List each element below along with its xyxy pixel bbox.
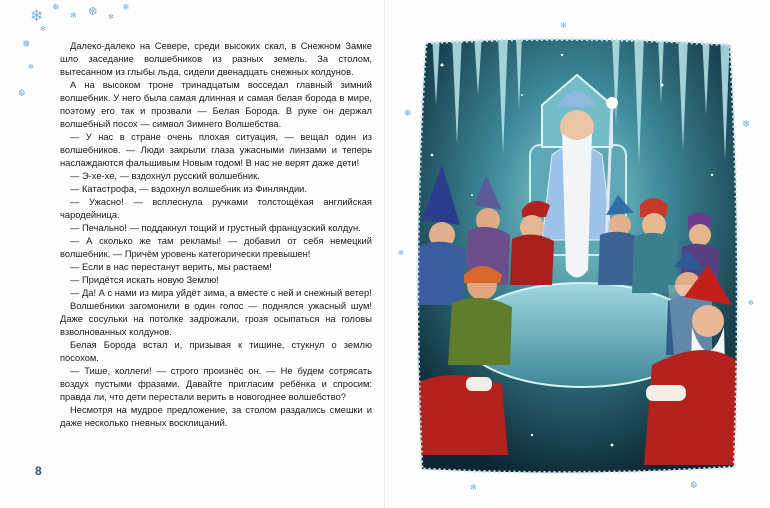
snowflake-icon: ✻ bbox=[108, 13, 114, 21]
snowflake-icon: ❆ bbox=[18, 89, 26, 99]
story-text bbox=[60, 40, 372, 430]
snowflake-icon: ❅ bbox=[52, 3, 60, 13]
illustration-wizards-council bbox=[412, 35, 742, 475]
snowflake-icon: ❄ bbox=[122, 3, 130, 13]
snowflake-icon: ✻ bbox=[560, 21, 567, 30]
paragraph: Несмотря на мудрое предложение, за столом раздались смешки и даже несколько гневных восклицаний. bbox=[60, 405, 372, 428]
dialogue-line: — Печально! — поддакнул тощий и грустный французский колдун. bbox=[70, 223, 361, 233]
illustration-art bbox=[412, 35, 742, 475]
dialogue-line: — Если в нас перестанут верить, мы растаем! bbox=[70, 262, 272, 272]
snowflake-icon: ❅ bbox=[22, 39, 31, 50]
paragraph: Белая Борода встал и, призывая к тишине, стукнул о землю посохом. bbox=[60, 340, 372, 363]
dialogue-line: — А сколько же там рекламы! — добавил от себя немецкий волшебник. — Причём уровень категорически превышен! bbox=[60, 236, 372, 259]
paragraph: А на высоком троне тринадцатым восседал главный зимний волшебник. У него была самая длинная и самая белая борода в мире, поэтому его так и прозвали — Белая Борода. В руке он держал волшебный посох — символ Зимнего Волшебства. bbox=[60, 80, 372, 129]
snowflake-icon: ✻ bbox=[470, 483, 477, 492]
page-number: 8 bbox=[35, 464, 42, 478]
dialogue-line: — Да! А с нами из мира уйдёт зима, а вместе с ней и снежный ветер! bbox=[70, 288, 372, 298]
dialogue-line: — Э-хе-хе, — вздохнул русский волшебник. bbox=[70, 171, 260, 181]
dialogue-line: — Придётся искать новую Землю! bbox=[70, 275, 219, 285]
snowflake-icon: ❅ bbox=[404, 109, 412, 119]
snowflake-icon: ✻ bbox=[70, 11, 77, 20]
snowflake-icon: ❆ bbox=[690, 481, 698, 491]
snowflake-icon: ✻ bbox=[748, 299, 754, 307]
snowflake-icon: ✻ bbox=[398, 249, 404, 257]
book-gutter bbox=[384, 0, 386, 508]
snowflake-icon: ❄ bbox=[742, 119, 751, 130]
dialogue-line: — У нас в стране очень плохая ситуация, — вещал один из волшебников. — Люди закрыли глаза ужасными линзами и теперь наслаждаются фальшивым Новым годом! В нас не верят даже дети! bbox=[60, 132, 372, 168]
dialogue-line: — Тише, коллеги! — строго произнёс он. — Не будем сотрясать воздух пустыми фразами. Давайте пригласим ребёнка и спросим: правда ли, что дети перестали верить в новогоднее волшебство? bbox=[60, 366, 372, 402]
snowflake-icon: ✻ bbox=[28, 63, 34, 71]
snowflake-icon: ❄ bbox=[30, 6, 44, 25]
paragraph: Далеко-далеко на Севере, среди высоких скал, в Снежном Замке шло заседание волшебников из разных земель. За столом, вытесанном из глыбы льда, сидели двенадцать снежных колдунов. bbox=[60, 41, 372, 77]
paragraph: Волшебники загомонили в один голос — поднялся ужасный шум! Даже сосульки на потолке задрожали, грозя осыпаться на головы взволнованных колдунов. bbox=[60, 301, 372, 337]
dialogue-line: — Катастрофа, — вздохнул волшебник из Финляндии. bbox=[70, 184, 307, 194]
dialogue-line: — Ужасно! — всплеснула ручками толстощёкая английская чародейница. bbox=[60, 197, 372, 220]
snowflake-icon: ✻ bbox=[40, 25, 46, 33]
snowflake-icon: ❆ bbox=[88, 5, 98, 18]
